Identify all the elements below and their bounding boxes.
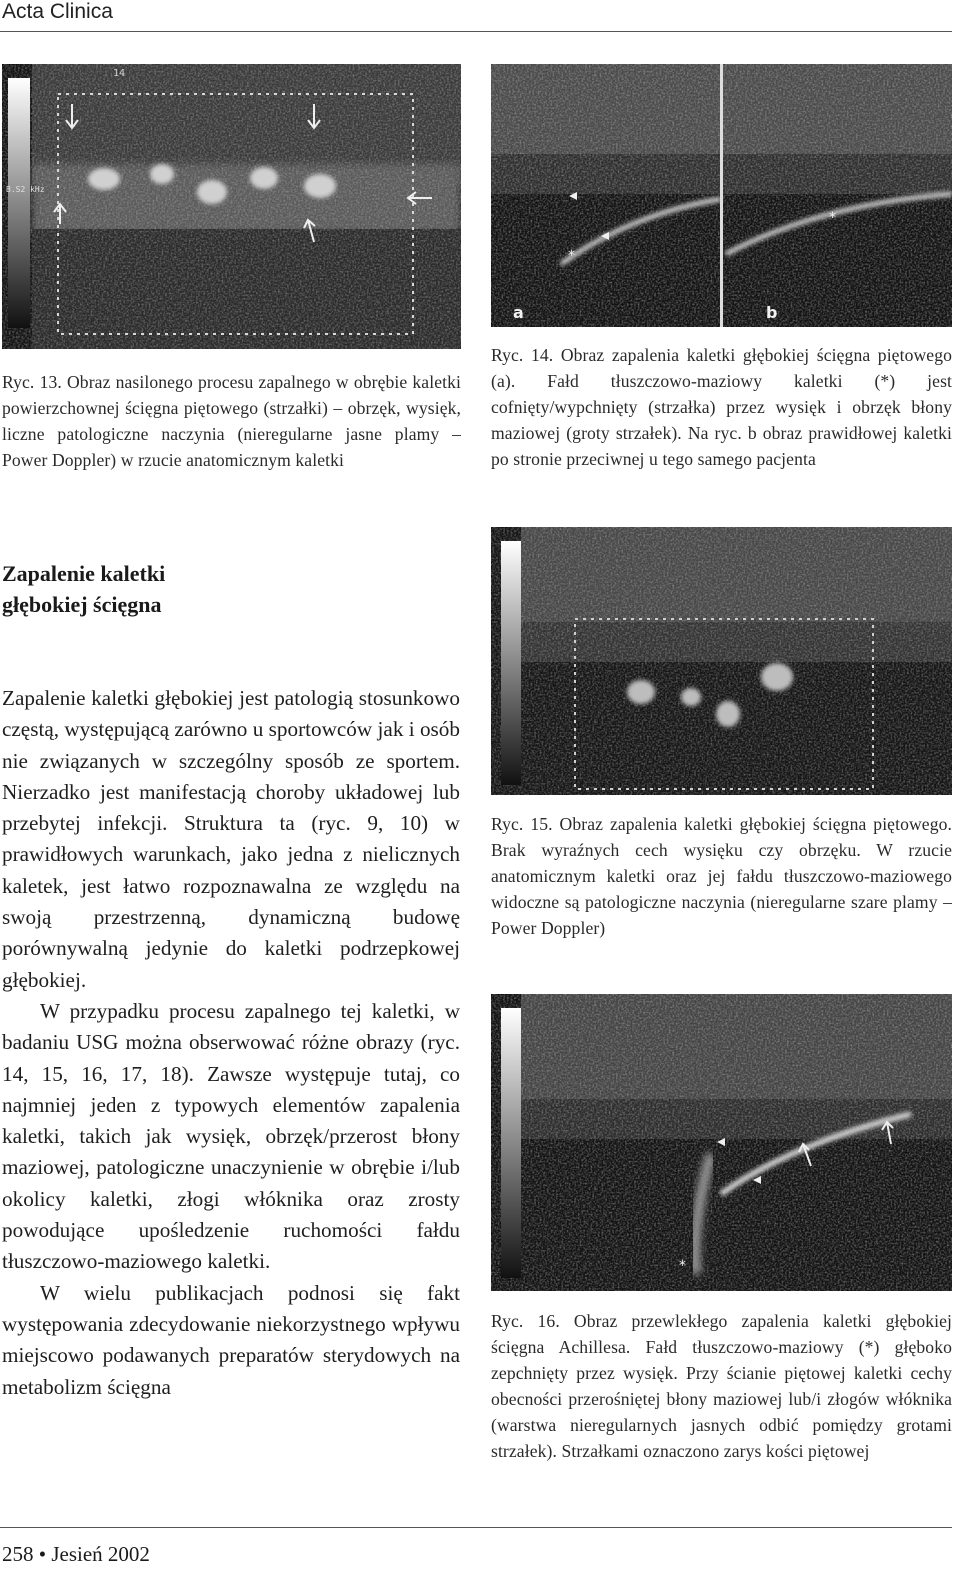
figure-16-caption: Ryc. 16. Obraz przewlekłego zapalenia kaletki głębokiej ścięgna Achillesa. Fałd tłuszczowo-maziowy (*) głęboko zepchnięty przez wysięk. Przy ścianie piętowej kaletki cechy obecności przerośniętej błony maziowej lub/i złogów włóknika (warstwa nieregularnych jasnych odbić pomiędzy grotami strzałek). Strzałkami oznaczono zarys kości piętowej <box>491 1311 952 1461</box>
figure-14-caption: Ryc. 14. Obraz zapalenia kaletki głębokiej ścięgna piętowego (a). Fałd tłuszczowo-maziowy kaletki (*) jest cofnięty/wypchnięty (strzałka) przez wysięk i obrzęk błony maziowej (groty strzałek). Na ryc. b obraz prawidłowej kaletki po stronie przeciwnej u tego samego pacjenta <box>491 345 952 469</box>
svg-text:*: * <box>829 210 836 226</box>
figure-14-label-a: a <box>513 303 524 322</box>
body-paragraph-2: W przypadku procesu zapalnego tej kaletki, w badaniu USG można obserwować różne obrazy (ryc. 14, 15, 16, 17, 18). Zawsze występuje tutaj, co najmniej jeden z typowych elementów zapalenia kaletki, takich jak wysięk, obrzęk/przerost błony maziowej, patologiczne unaczynienie w obrębie i/lub okolicy kaletki, złogi włóknika oraz zrosty powodujące upośledzenie ruchomości fałdu tłuszczowo-maziowego kaletki. <box>2 998 460 1274</box>
svg-text:*: * <box>568 248 575 264</box>
figure-15-caption: Ryc. 15. Obraz zapalenia kaletki głębokiej ścięgna piętowego. Brak wyraźnych cech wysięku czy obrzęku. W rzucie anatomicznym kaletki oraz jej fałdu tłuszczowo-maziowego widoczne są patologiczne naczynia (nieregularne szare plamy – Power Doppler) <box>491 814 952 938</box>
figure-15-ultrasound <box>491 527 952 795</box>
issue-date: Jesień 2002 <box>51 1542 150 1566</box>
figure-13-scale-top: 14 <box>113 68 126 79</box>
figure-13-ultrasound <box>2 64 461 349</box>
svg-text:*: * <box>679 1258 686 1274</box>
journal-title: Acta Clinica <box>2 0 113 23</box>
figure-13-caption: Ryc. 13. Obraz nasilonego procesu zapalnego w obrębie kaletki powierzchownej ścięgna piętowego (strzałki) – obrzęk, wysięk, liczne patologiczne naczynia (nieregularne jasne plamy – Power Doppler) w rzucie anatomicznym kaletki <box>2 372 461 470</box>
body-text <box>2 683 460 1403</box>
body-paragraph-1: Zapalenie kaletki głębokiej jest patologią stosunkowo częstą, występującą zarówno u sportowców jak i osób nie związanych w szczególny sposób ze sportem. Nierzadko jest manifestacją choroby układowej lub przebytej infekcji. Struktura ta (ryc. 9, 10) w prawidłowych warunkach, jako jedna z nielicznych kaletek, jest łatwo rozpoznawalna ze względu na swoją przestrzenną, dynamiczną budowę porównywalną jedynie do kaletki podrzepkowej głębokiej. <box>2 686 460 992</box>
figure-16-ultrasound <box>491 994 952 1291</box>
figure-14-ultrasound <box>491 64 952 327</box>
footer-bullet: • <box>38 1542 47 1566</box>
section-heading: Zapalenie kaletki głębokiej ścięgna <box>2 561 166 617</box>
page-number: 258 <box>2 1542 34 1566</box>
figure-13-scale-mid: B.S2 kHz <box>6 185 45 194</box>
figure-14-label-b: b <box>766 303 778 322</box>
body-paragraph-3: W wielu publikacjach podnosi się fakt występowania zdecydowanie niekorzystnego wpływu miejscowo podawanych preparatów sterydowych na metabolizm ścięgna <box>2 1280 460 1399</box>
footer <box>2 1542 150 1567</box>
header-rule <box>0 31 952 32</box>
footer-rule <box>0 1527 952 1528</box>
